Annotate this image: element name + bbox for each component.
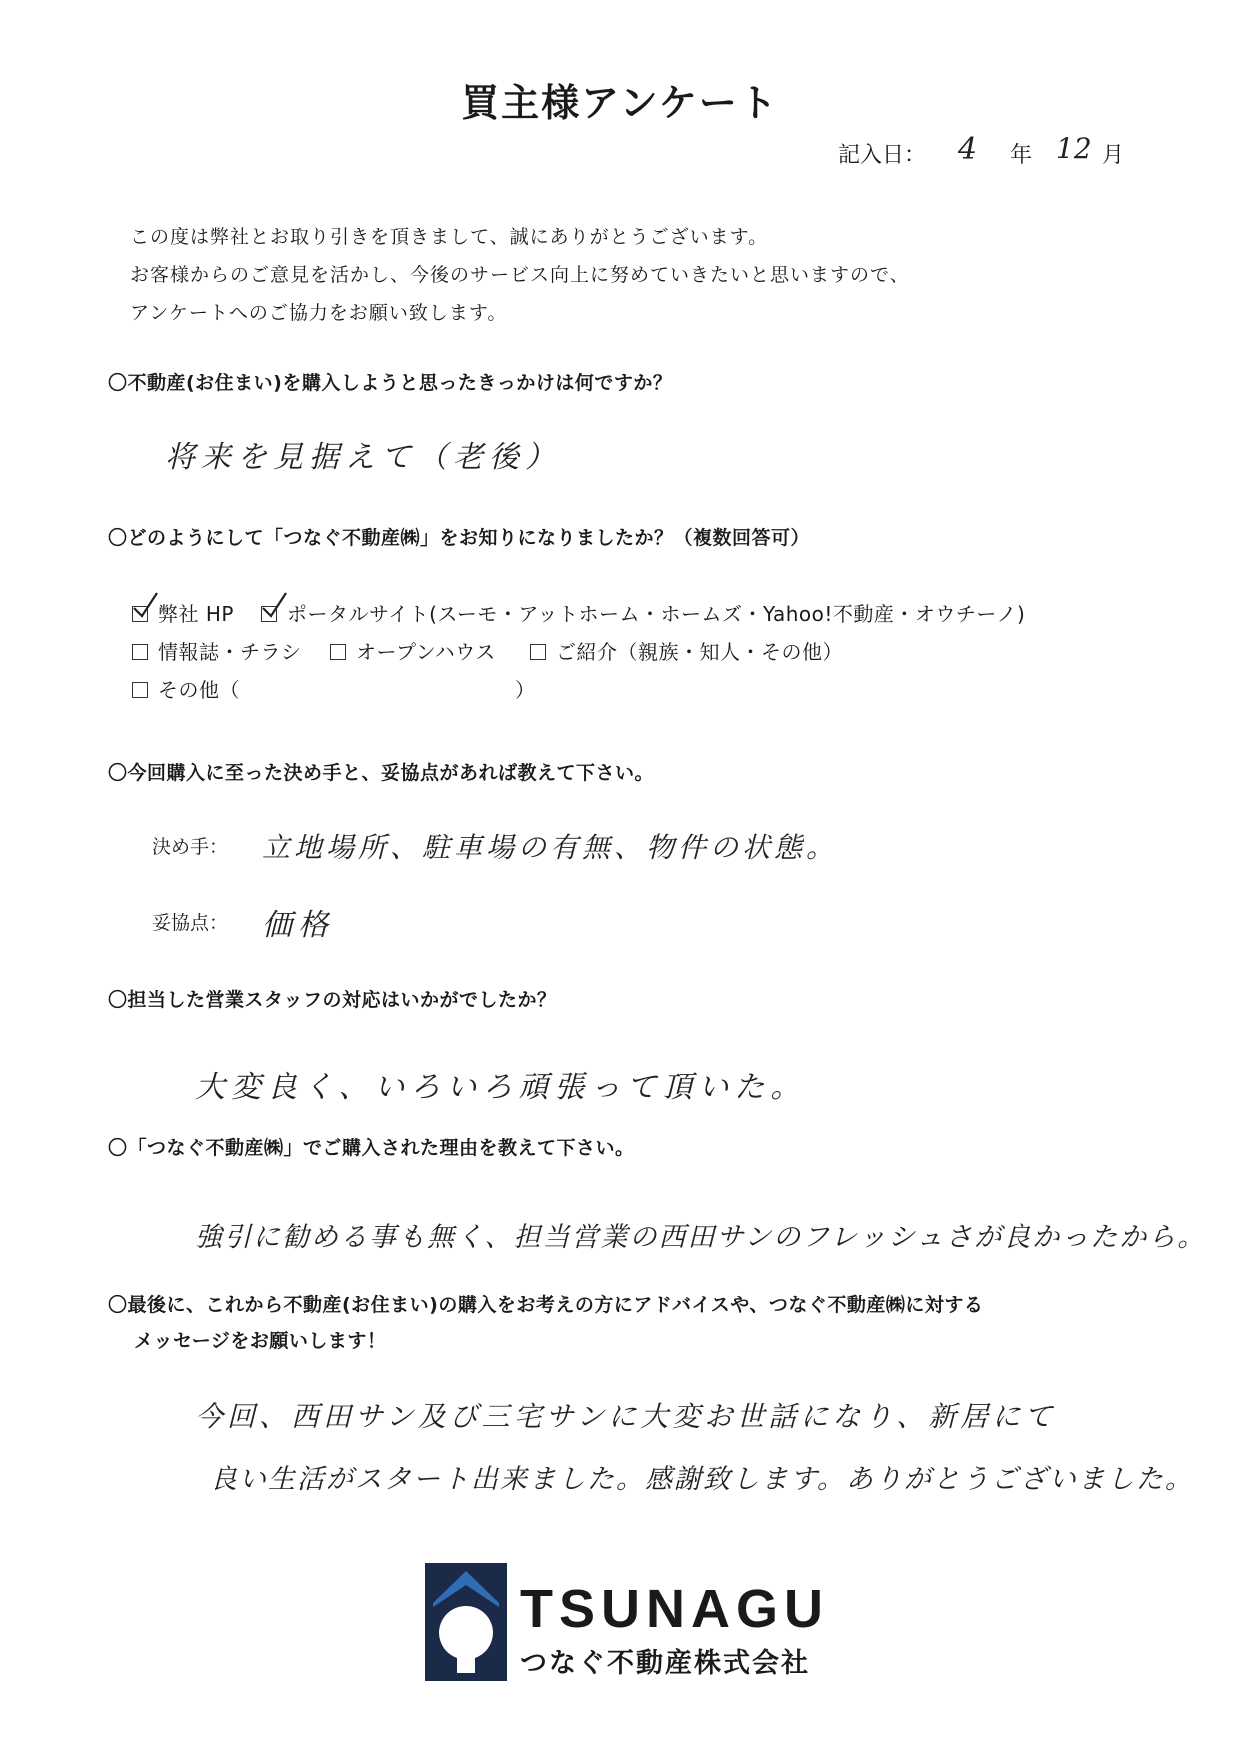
intro-text [130,218,910,332]
answer-purchase-reason: 強引に勧める事も無く、担当営業の西田サンのフレッシュさが良かったから。 [195,1222,1207,1253]
date-month-value: 12 [1056,132,1092,165]
answer-final-message-line1: 今回、西田サン及び三宅サンに大変お世話になり、新居にて [195,1400,1057,1433]
intro-line: アンケートへのご協力をお願い致します。 [130,302,508,324]
date-year-value: 4 [958,132,978,167]
option-label: 情報誌・チラシ [158,640,302,664]
answer-staff-response: 大変良く、いろいろ頑張って頂いた。 [195,1070,807,1105]
option-referral[interactable] [530,636,843,665]
option-company-hp[interactable] [132,598,234,627]
question-deciding-factor: 〇今回購入に至った決め手と、妥協点があれば教えて下さい。 [108,762,655,784]
date-month-unit: 月 [1102,143,1125,168]
option-portal-site[interactable] [261,598,1025,627]
option-label: 弊社 HP [158,602,234,626]
option-label: その他（ [158,678,240,702]
intro-line: この度は弊社とお取り引きを頂きまして、誠にありがとうございます。 [130,226,769,248]
checkbox-other[interactable] [132,682,148,698]
option-magazine-flyer[interactable] [132,636,302,665]
option-other[interactable] [132,674,240,703]
question-staff-response: 〇担当した営業スタッフの対応はいかがでしたか？ [108,989,557,1011]
checkbox-referral[interactable] [530,644,546,660]
decider-label: 決め手： [152,836,229,858]
intro-line: お客様からのご意見を活かし、今後のサービス向上に努めていきたいと思いますので、 [130,264,910,286]
question-purchase-reason: 〇「つなぐ不動産㈱」でご購入された理由を教えて下さい。 [108,1137,635,1159]
company-logo-subname: つなぐ不動産株式会社 [520,1648,810,1679]
answer-final-message-line2: 良い生活がスタート出来ました。感謝致します。ありがとうございました。 [210,1464,1194,1495]
question-final-message-line2: メッセージをお願いします！ [134,1330,387,1352]
date-year-unit: 年 [1010,143,1033,168]
option-open-house[interactable] [330,636,496,665]
question-how-found: 〇どのようにして「つなぐ不動産㈱」をお知りになりましたか？（複数回答可） [108,527,811,549]
tsunagu-logo-icon [425,1563,507,1681]
check-mark-icon [260,591,290,621]
option-label: ポータルサイト(スーモ・アットホーム・ホームズ・Yahoo!不動産・オウチーノ) [287,602,1026,626]
question-trigger: 〇不動産(お住まい)を購入しようと思ったきっかけは何ですか？ [108,372,673,394]
compromise-label: 妥協点： [152,912,229,934]
entry-date [838,132,1138,178]
question-final-message: 〇最後に、これから不動産(お住まい)の購入をお考えの方にアドバイスや、つなぐ不動産㈱に対する [108,1294,984,1316]
option-other-close: ） [515,678,536,702]
company-logo-name: TSUNAGU [520,1579,829,1639]
checkbox-portal-site[interactable] [261,606,277,622]
checkbox-open-house[interactable] [330,644,346,660]
checkbox-company-hp[interactable] [132,606,148,622]
decider-answer: 立地場所、駐車場の有無、物件の状態。 [262,831,839,864]
page-title: 買主様アンケート [461,81,779,125]
checkbox-magazine-flyer[interactable] [132,644,148,660]
compromise-answer: 価格 [262,908,334,943]
option-label: オープンハウス [356,640,496,664]
answer-trigger: 将来を見据えて（老後） [165,440,561,475]
date-label: 記入日： [838,143,927,168]
option-label: ご紹介（親族・知人・その他） [556,640,843,664]
check-mark-icon [131,591,161,621]
